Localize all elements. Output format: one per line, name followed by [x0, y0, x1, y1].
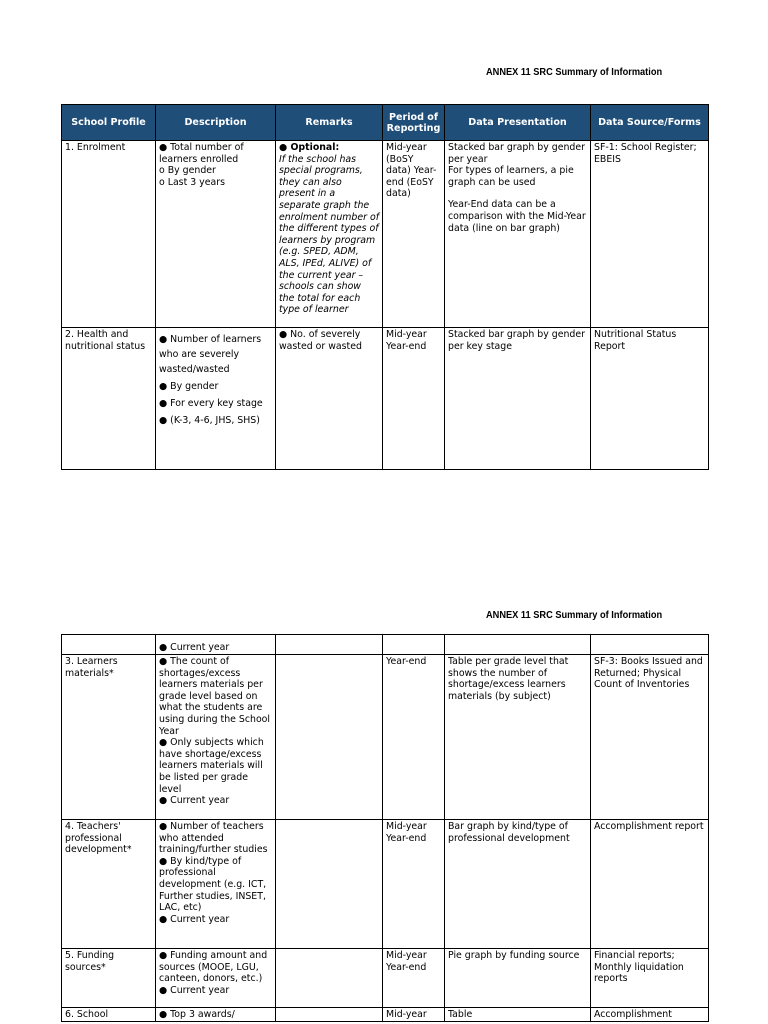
source-cell: Accomplishment report: [591, 820, 709, 949]
profile-cell: 1. Enrolment: [62, 141, 156, 328]
presentation-line: For types of learners, a pie graph can be used: [448, 165, 574, 188]
presentation-cell: Table per grade level that shows the number of shortage/excess learners materials (by subject): [445, 655, 591, 820]
presentation-cell: [445, 635, 591, 655]
description-line: ● (K-3, 4-6, JHS, SHS): [159, 415, 260, 426]
description-cell: [156, 328, 276, 470]
description-line: ● Number of learners who are severely wasted/wasted: [159, 334, 262, 375]
profile-cell: 2. Health and nutritional status: [62, 328, 156, 470]
description-line: o By gender: [159, 165, 216, 177]
header-data-source: Data Source/Forms: [591, 105, 709, 141]
description-line: ● Current year: [159, 913, 230, 925]
period-cell: Year-end: [383, 655, 445, 820]
description-cell: [156, 141, 276, 328]
remarks-text: If the school has special programs, they can also present in a separate graph the enrolment number of the different types of learners by program (e.g. SPED, ADM, ALS, IPEd, ALIVE) of the current year – schools can show the total for each type of learner: [279, 153, 380, 316]
annex-title: ANNEX 11 SRC Summary of Information: [486, 609, 663, 621]
period-cell: Mid-year Year-end: [383, 328, 445, 470]
profile-cell: 6. School: [62, 1008, 156, 1022]
period-cell: Mid-year Year-end: [383, 820, 445, 949]
period-cell: Mid-year (BoSY data) Year-end (EoSY data): [383, 141, 445, 328]
period-cell: Mid-year Year-end: [383, 949, 445, 1008]
remarks-cell: ● No. of severely wasted or wasted: [276, 328, 383, 470]
table-row: [62, 1008, 709, 1022]
source-cell: Financial reports; Monthly liquidation reports: [591, 949, 709, 1008]
table-row: [62, 655, 709, 820]
header-data-presentation: Data Presentation: [445, 105, 591, 141]
source-cell: Nutritional Status Report: [591, 328, 709, 470]
description-cell: ● Current year: [156, 635, 276, 655]
remarks-cell: [276, 655, 383, 820]
source-cell: SF-3: Books Issued and Returned; Physical Count of Inventories: [591, 655, 709, 820]
source-cell: SF-1: School Register; EBEIS: [591, 141, 709, 328]
description-line: ● Only subjects which have shortage/excess learners materials will be listed per grade level: [159, 737, 264, 795]
presentation-cell: Bar graph by kind/type of professional development: [445, 820, 591, 949]
header-school-profile: School Profile: [62, 105, 156, 141]
presentation-cell: [445, 141, 591, 328]
description-line: ● Funding amount and sources (MOOE, LGU, canteen, donors, etc.): [159, 950, 268, 985]
table-row: [62, 820, 709, 949]
presentation-cell: Table: [445, 1008, 591, 1022]
presentation-line: Year-End data can be a comparison with the Mid-Year data (line on bar graph): [448, 199, 586, 234]
description-line: o Last 3 years: [159, 176, 225, 188]
description-line: ● For every key stage: [159, 398, 263, 409]
source-cell: Accomplishment: [591, 1008, 709, 1022]
header-description: Description: [156, 105, 276, 141]
remarks-title: ● Optional:: [279, 142, 340, 153]
description-line: ● By gender: [159, 381, 219, 392]
period-cell: [383, 635, 445, 655]
description-cell: [156, 820, 276, 949]
table-row: [62, 141, 709, 328]
header-row: [62, 105, 709, 141]
description-cell: [156, 655, 276, 820]
description-line: ● Current year: [159, 795, 230, 807]
summary-table-page2: [61, 634, 709, 1022]
presentation-cell: Stacked bar graph by gender per key stage: [445, 328, 591, 470]
description-line: ● The count of shortages/excess learners materials per grade level based on what the students are using during the School Year: [159, 656, 271, 737]
description-cell: [156, 949, 276, 1008]
description-cell: ● Top 3 awards/: [156, 1008, 276, 1022]
table-row: [62, 635, 709, 655]
annex-title: ANNEX 11 SRC Summary of Information: [486, 66, 663, 78]
description-line: ● Current year: [159, 984, 230, 996]
presentation-line: Stacked bar graph by gender per year: [448, 142, 585, 165]
remarks-cell: [276, 141, 383, 328]
description-line: ● By kind/type of professional development (e.g. ICT, Further studies, INSET, LAC, etc): [159, 855, 267, 914]
summary-table-page1: [61, 104, 709, 470]
remarks-cell: [276, 1008, 383, 1022]
table-row: [62, 328, 709, 470]
remarks-cell: [276, 949, 383, 1008]
remarks-cell: [276, 820, 383, 949]
header-remarks: Remarks: [276, 105, 383, 141]
remarks-cell: [276, 635, 383, 655]
table-row: [62, 949, 709, 1008]
description-line: ● Number of teachers who attended training/further studies: [159, 821, 268, 856]
profile-cell: [62, 635, 156, 655]
header-period: Period of Reporting: [383, 105, 445, 141]
description-line: ● Total number of learners enrolled: [159, 142, 244, 165]
period-cell: Mid-year: [383, 1008, 445, 1022]
profile-cell: 5. Funding sources*: [62, 949, 156, 1008]
presentation-cell: Pie graph by funding source: [445, 949, 591, 1008]
profile-cell: 4. Teachers' professional development*: [62, 820, 156, 949]
source-cell: [591, 635, 709, 655]
profile-cell: 3. Learners materials*: [62, 655, 156, 820]
